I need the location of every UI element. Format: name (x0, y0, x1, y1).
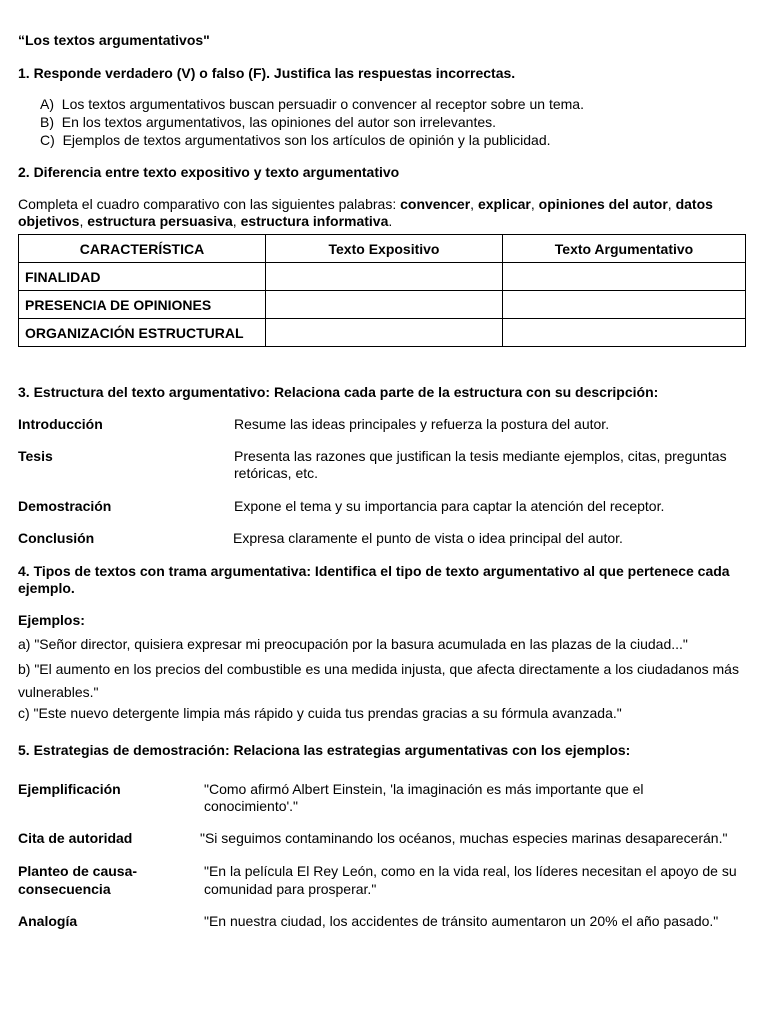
item-marker: C) (40, 132, 55, 148)
table-cell[interactable] (503, 291, 746, 319)
list-item (40, 96, 584, 112)
item-text: Ejemplos de textos argumentativos son los artículos de opinión y la publicidad. (62, 132, 551, 148)
table-row (19, 291, 746, 319)
q5-term: Cita de autoridad (18, 830, 133, 846)
header-expositivo: Texto Expositivo (266, 235, 503, 263)
table-row (19, 263, 746, 291)
item-text: En los textos argumentativos, las opiniones del autor son irrelevantes. (61, 114, 497, 130)
word-explicar: explicar (477, 196, 531, 212)
q3-desc: Presenta las razones que justifican la tesis mediante ejemplos, citas, preguntas retóricas, etc. (234, 448, 727, 481)
q3-desc: Expresa claramente el punto de vista o idea principal del autor. (233, 530, 623, 546)
list-item (40, 114, 496, 130)
q4-example: a) "Señor director, quisiera expresar mi preocupación por la basura acumulada en las plazas de la ciudad..." (18, 636, 688, 652)
q3-term: Introducción (18, 416, 103, 432)
word-persuasiva: estructura persuasiva (87, 213, 233, 229)
document-title: “Los textos argumentativos" (18, 32, 210, 48)
row-label: ORGANIZACIÓN ESTRUCTURAL (19, 319, 266, 347)
item-marker: A) (40, 96, 54, 112)
q3-term: Tesis (18, 448, 53, 464)
q5-term: Planteo de causa-consecuencia (18, 863, 138, 897)
q3-term: Demostración (18, 498, 112, 514)
word-datos: datos objetivos (18, 196, 713, 229)
q5-desc: "Si seguimos contaminando los océanos, muchas especies marinas desaparecerán." (200, 830, 728, 846)
q2-instructions: Completa el cuadro comparativo con las siguientes palabras: convencer, explicar, opiniones del autor, datos objetivos, estructura persuasiva, estructura informativa. (18, 196, 713, 229)
item-text: Los textos argumentativos buscan persuadir o convencer al receptor sobre un tema. (61, 96, 584, 112)
q4-example: b) "El aumento en los precios del combustible es una medida injusta, que afecta directamente a los ciudadanos más vulnerables." (18, 661, 739, 700)
q4-example: c) "Este nuevo detergente limpia más rápido y cuida tus prendas gracias a su fórmula avanzada." (18, 705, 622, 721)
table-cell[interactable] (266, 319, 503, 347)
q5-term: Analogía (18, 913, 78, 929)
word-opiniones: opiniones del autor (538, 196, 668, 212)
q5-desc: "En nuestra ciudad, los accidentes de tránsito aumentaron un 20% el año pasado." (204, 913, 719, 929)
q3-heading: 3. Estructura del texto argumentativo: Relaciona cada parte de la estructura con su descripción: (18, 384, 659, 400)
q5-term: Ejemplificación (18, 781, 121, 797)
table-header-row (19, 235, 746, 263)
header-caracteristica: CARACTERÍSTICA (19, 235, 266, 263)
q5-heading: 5. Estrategias de demostración: Relaciona las estrategias argumentativas con los ejemplos: (18, 742, 631, 758)
q3-desc: Resume las ideas principales y refuerza la postura del autor. (234, 416, 610, 432)
q2-heading: 2. Diferencia entre texto expositivo y texto argumentativo (18, 164, 400, 180)
list-item (40, 132, 551, 148)
q5-desc: "En la película El Rey León, como en la vida real, los líderes necesitan el apoyo de su comunidad para prosperar." (204, 863, 737, 897)
table-cell[interactable] (266, 291, 503, 319)
comparison-table (18, 234, 746, 347)
q4-examples-label: Ejemplos: (18, 612, 85, 628)
table-cell[interactable] (266, 263, 503, 291)
table-cell[interactable] (503, 263, 746, 291)
q3-term: Conclusión (18, 530, 95, 546)
q2-intro: Completa el cuadro comparativo con las siguientes palabras: (18, 196, 401, 212)
row-label: FINALIDAD (19, 263, 266, 291)
q1-heading: 1. Responde verdadero (V) o falso (F). Justifica las respuestas incorrectas. (18, 65, 516, 81)
q5-desc: "Como afirmó Albert Einstein, 'la imaginación es más importante que el conocimiento'." (204, 781, 644, 814)
item-marker: B) (40, 114, 54, 130)
table-cell[interactable] (503, 319, 746, 347)
table-row (19, 319, 746, 347)
q4-heading: 4. Tipos de textos con trama argumentativa: Identifica el tipo de texto argumentativo al que pertenece cada ejemplo. (18, 563, 730, 596)
word-informativa: estructura informativa (240, 213, 389, 229)
row-label: PRESENCIA DE OPINIONES (19, 291, 266, 319)
word-convencer: convencer (400, 196, 471, 212)
q3-desc: Expone el tema y su importancia para captar la atención del receptor. (234, 498, 665, 514)
header-argumentativo: Texto Argumentativo (503, 235, 746, 263)
